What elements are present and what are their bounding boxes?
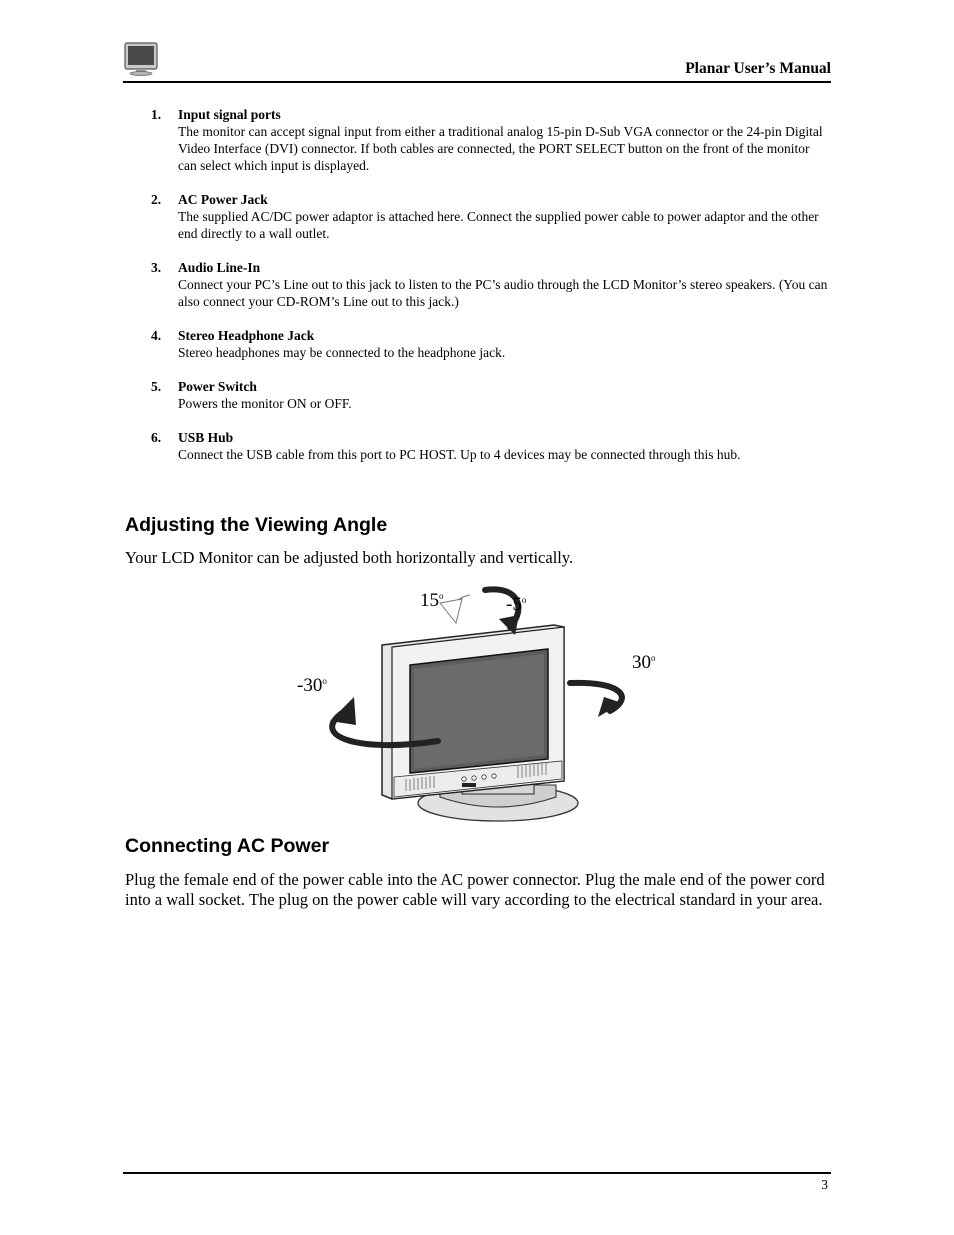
list-item — [151, 259, 831, 310]
tilt-back-angle: 15$^o$ — [420, 590, 444, 611]
list-item — [151, 191, 831, 242]
viewing-angle-figure — [290, 585, 670, 830]
header-divider — [123, 81, 831, 83]
list-item — [151, 106, 831, 174]
item-number: 2. — [151, 192, 162, 207]
item-text: Connect the USB cable from this port to PC HOST. Up to 4 devices may be connected through this hub. — [178, 447, 741, 462]
item-text: The supplied AC/DC power adaptor is attached here. Connect the supplied power cable to power adaptor and the other end directly to a wall outlet. — [178, 209, 819, 241]
item-title: AC Power Jack — [178, 192, 268, 207]
manual-title: Planar User’s Manual — [685, 60, 831, 77]
monitor-illustration — [290, 585, 670, 830]
monitor-icon — [124, 42, 158, 76]
list-item — [151, 327, 831, 361]
list-item — [151, 429, 831, 463]
item-text: Powers the monitor ON or OFF. — [178, 396, 352, 411]
item-number: 6. — [151, 430, 162, 445]
item-text: The monitor can accept signal input from either a traditional analog 15-pin D-Sub VGA connector or the 24-pin Digital Video Interface (DVI) connector. If both cables are connected, the PORT SELECT button on the front of the monitor can select which input is displayed. — [178, 124, 823, 173]
ac-power-text: Plug the female end of the power cable into the AC power connector. Plug the male end of the power cord into a wall socket. The plug on the power cable will vary according to the electrical standard in your area. — [125, 870, 825, 909]
item-title: Input signal ports — [178, 107, 281, 122]
item-text: Stereo headphones may be connected to the headphone jack. — [178, 345, 506, 360]
ac-power-heading: Connecting AC Power — [125, 835, 330, 857]
item-title: Stereo Headphone Jack — [178, 328, 315, 343]
connector-list — [151, 106, 831, 480]
page-number: 3 — [821, 1177, 828, 1192]
item-number: 3. — [151, 260, 162, 275]
footer-divider — [123, 1172, 831, 1174]
tilt-forward-angle: -5$^o$ — [506, 594, 527, 615]
item-number: 5. — [151, 379, 162, 394]
list-item — [151, 378, 831, 412]
item-number: 4. — [151, 328, 162, 343]
item-title: USB Hub — [178, 430, 234, 445]
swivel-right-angle: 30$^o$ — [632, 652, 656, 673]
item-text: Connect your PC’s Line out to this jack to listen to the PC’s audio through the LCD Monitor’s stereo speakers. (You can also connect your CD-ROM’s Line out to this jack.) — [178, 277, 828, 309]
item-title: Audio Line-In — [178, 260, 261, 275]
item-number: 1. — [151, 107, 162, 122]
swivel-left-angle: -30$^o$ — [297, 675, 327, 696]
viewing-angle-text: Your LCD Monitor can be adjusted both horizontally and vertically. — [125, 548, 574, 567]
item-title: Power Switch — [178, 379, 257, 394]
viewing-angle-heading: Adjusting the Viewing Angle — [125, 514, 388, 536]
